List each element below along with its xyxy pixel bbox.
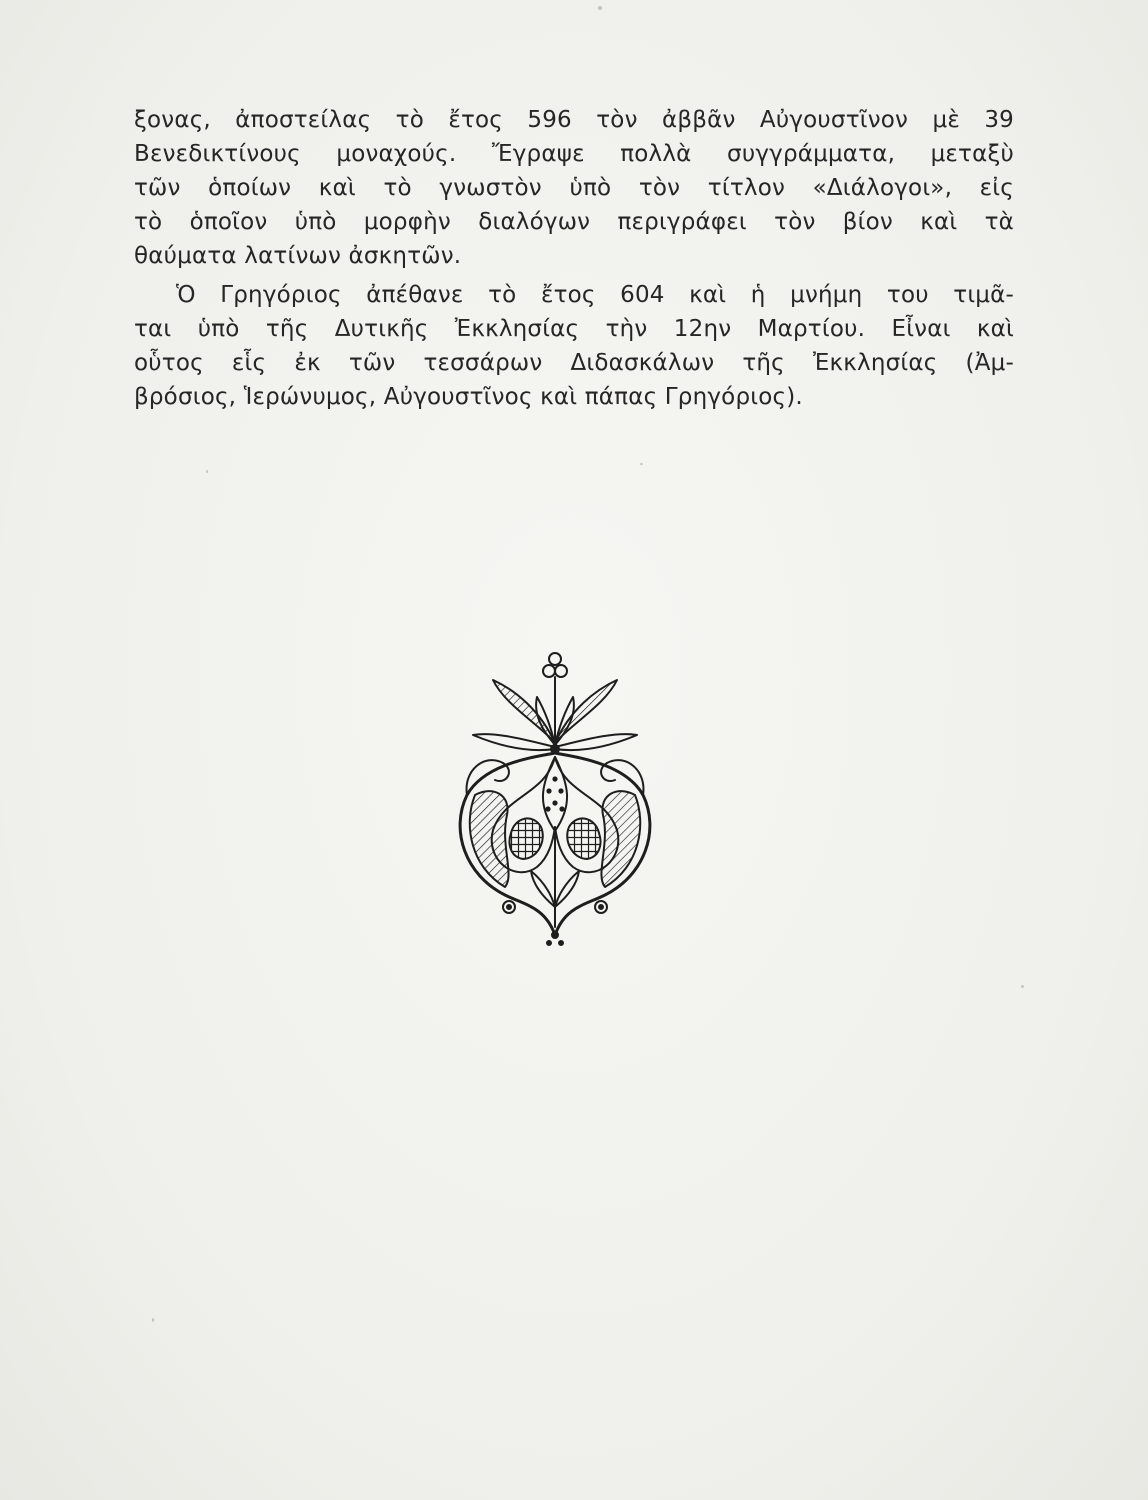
paragraph-2 [134,278,1014,414]
text-line: οὗτος εἷς ἐκ τῶν τεσσάρων Διδασκάλων τῆς Ἐκκλησίας (Ἀμ- [134,350,1014,376]
text-line: θαύματα λατίνων ἀσκητῶν. [134,243,462,269]
body-text [134,103,1014,414]
floral-fleuron-icon [445,645,665,950]
paper-speck [1021,985,1024,988]
paper-speck [598,6,602,10]
text-line: Ὁ Γρηγόριος ἀπέθανε τὸ ἔτος 604 καὶ ἡ μνήμη του τιμᾶ- [176,282,1014,308]
text-line: βρόσιος, Ἱερώνυμος, Αὐγουστῖνος καὶ πάπας Γρηγόριος). [134,384,803,410]
text-line: ξονας, ἀποστείλας τὸ ἔτος 596 τὸν ἀββᾶν Αὐγουστῖνον μὲ 39 [134,107,1014,133]
paper-speck [640,463,643,465]
text-line: ται ὑπὸ τῆς Δυτικῆς Ἐκκλησίας τὴν 12ην Μαρτίου. Εἶναι καὶ [134,316,1014,342]
text-line: Βενεδικτίνους μοναχούς. Ἔγραψε πολλὰ συγγράμματα, μεταξὺ [134,141,1014,167]
text-line: τὸ ὁποῖον ὑπὸ μορφὴν διαλόγων περιγράφει τὸν βίον καὶ τὰ [134,209,1014,235]
text-line: τῶν ὁποίων καὶ τὸ γνωστὸν ὑπὸ τὸν τίτλον «Διάλογοι», εἰς [134,175,1014,201]
paper-speck [206,470,208,473]
paper-speck [152,1318,154,1322]
paragraph-1 [134,103,1014,273]
